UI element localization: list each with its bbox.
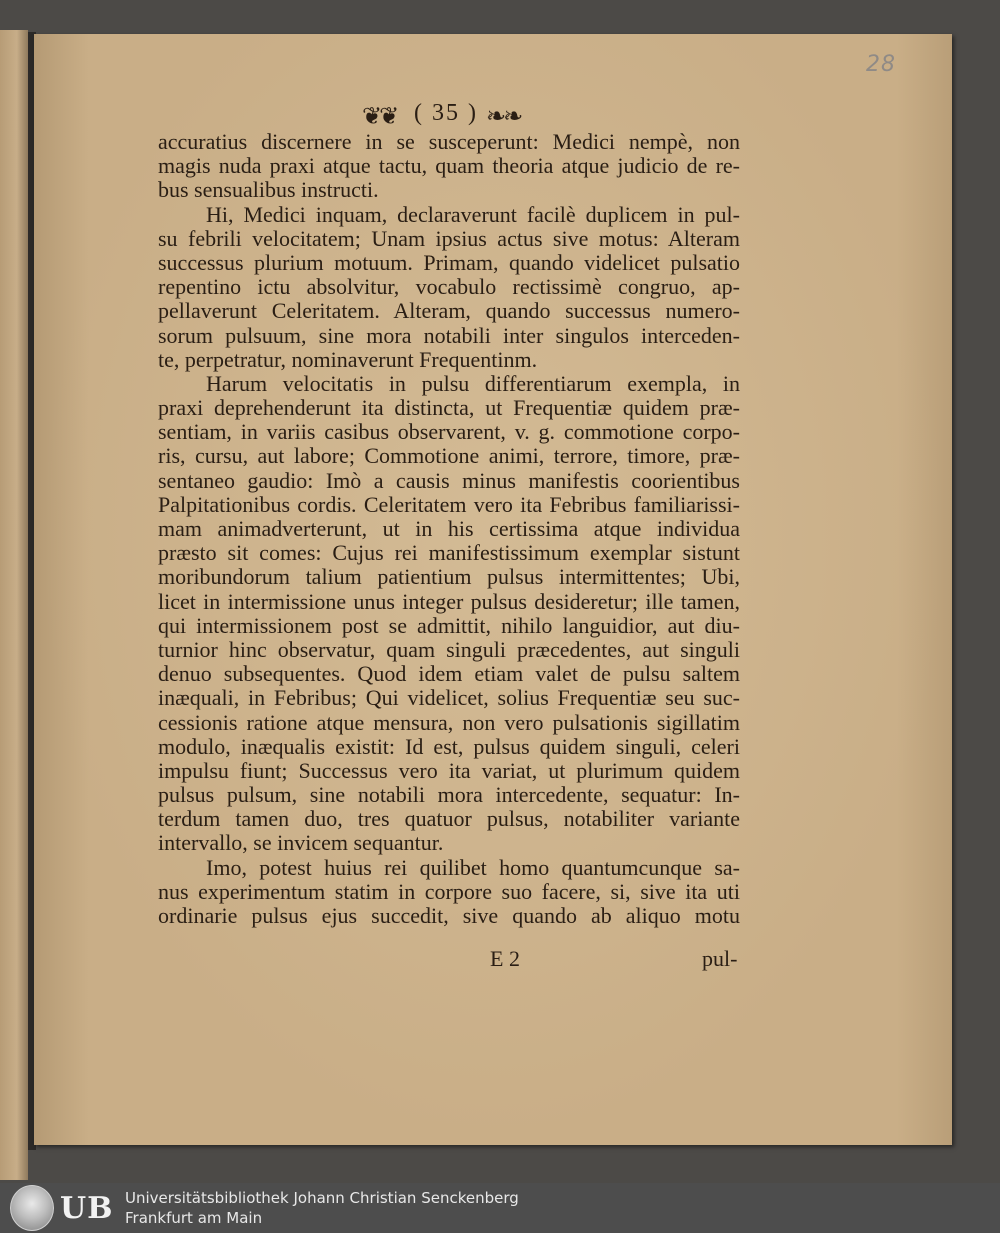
- text-line: moribundorum talium patientium pulsus intermittentes; Ubi,: [158, 564, 740, 590]
- text-line: denuo subsequentes. Quod idem etiam valet de pulsu saltem: [158, 661, 740, 687]
- text-line: terdum tamen duo, tres quatuor pulsus, notabiliter variante: [158, 806, 740, 832]
- text-line: praxi deprehenderunt ita distincta, ut Frequentiæ quidem præ-: [158, 395, 740, 421]
- text-line: ordinarie pulsus ejus succedit, sive quando ab aliquo motu: [158, 903, 740, 928]
- text-line: ris, cursu, aut labore; Commotione animi, terrore, timore, præ-: [158, 443, 740, 469]
- text-line: sentaneo gaudio: Imò a causis minus manifestis coorientibus: [158, 467, 740, 493]
- text-line: licet in intermissione unus integer pulsus desideretur; ille tamen,: [158, 588, 740, 614]
- text-line: accuratius discernere in se susceperunt: Medici nempè, non: [158, 129, 740, 154]
- portrait-icon: [10, 1185, 54, 1231]
- text-line: mam animadverterunt, ut in his certissima atque individua: [158, 516, 740, 541]
- page-number: ( 35 ): [414, 100, 478, 126]
- library-logo[interactable]: [0, 1183, 118, 1233]
- signature-mark: E 2: [490, 946, 520, 971]
- text-line: modulo, inæqualis existit: Id est, pulsus quidem singuli, celeri: [158, 733, 740, 759]
- text-line: repentino ictu absolvitur, vocabulo rectissimè congruo, ap-: [158, 274, 740, 300]
- institution-city: Frankfurt am Main: [125, 1209, 263, 1227]
- text-line: magis nuda praxi atque tactu, quam theoria atque judicio de re-: [158, 153, 740, 179]
- text-line: sorum pulsuum, sine mora notabili inter singulos interceden-: [158, 322, 740, 348]
- facing-page-edge: [0, 30, 28, 1180]
- text-line: Harum velocitatis in pulsu differentiarum exempla, in: [206, 370, 740, 396]
- text-line: successus plurium motuum. Primam, quando videlicet pulsatio: [158, 249, 740, 275]
- text-line: turnior hinc observatur, quam singuli præcedentes, aut singuli: [158, 636, 740, 662]
- catchword: pul-: [702, 946, 738, 971]
- text-line: pulsus pulsum, sine notabili mora intercedente, sequatur: In-: [158, 782, 740, 808]
- text-line: su febrili velocitatem; Unam ipsius actus sive motus: Alteram: [158, 225, 740, 251]
- text-line: bus sensualibus instructi.: [158, 177, 379, 203]
- text-line: inæquali, in Febribus; Qui videlicet, solius Frequentiæ seu suc-: [158, 685, 740, 711]
- header-ornament-right: ❧❧: [486, 102, 521, 130]
- text-line: Hi, Medici inquam, declaraverunt facilè duplicem in pul-: [206, 201, 740, 227]
- text-line: impulsu fiunt; Successus vero ita variat, ut plurimum quidem: [158, 757, 740, 783]
- text-line: qui intermissionem post se admittit, nihilo languidior, aut diu-: [158, 612, 740, 638]
- body-text: [158, 130, 740, 928]
- header-ornament-left: ❦❦: [362, 102, 397, 130]
- pencil-folio-number: 28: [866, 52, 896, 77]
- text-line: te, perpetratur, nominaverunt Frequentinm.: [158, 346, 538, 372]
- text-line: nus experimentum statim in corpore suo facere, si, sive ita uti: [158, 878, 740, 904]
- text-line: Imo, potest huius rei quilibet homo quantumcunque sa-: [206, 854, 740, 880]
- text-line: præsto sit comes: Cujus rei manifestissimum exemplar sistunt: [158, 540, 740, 566]
- text-line: sentiam, in variis casibus observarent, v. g. commotione corpo-: [158, 419, 740, 445]
- text-line: pellaverunt Celeritatem. Alteram, quando successus numero-: [158, 298, 740, 324]
- text-line: intervallo, se invicem sequantur.: [158, 830, 444, 856]
- institution-name: Universitätsbibliothek Johann Christian Senckenberg: [125, 1189, 519, 1207]
- logo-text: UB: [60, 1190, 114, 1226]
- text-line: cessionis ratione atque mensura, non vero pulsationis sigillatim: [158, 709, 740, 735]
- text-line: Palpitationibus cordis. Celeritatem vero ita Febribus familiarissi-: [158, 491, 740, 517]
